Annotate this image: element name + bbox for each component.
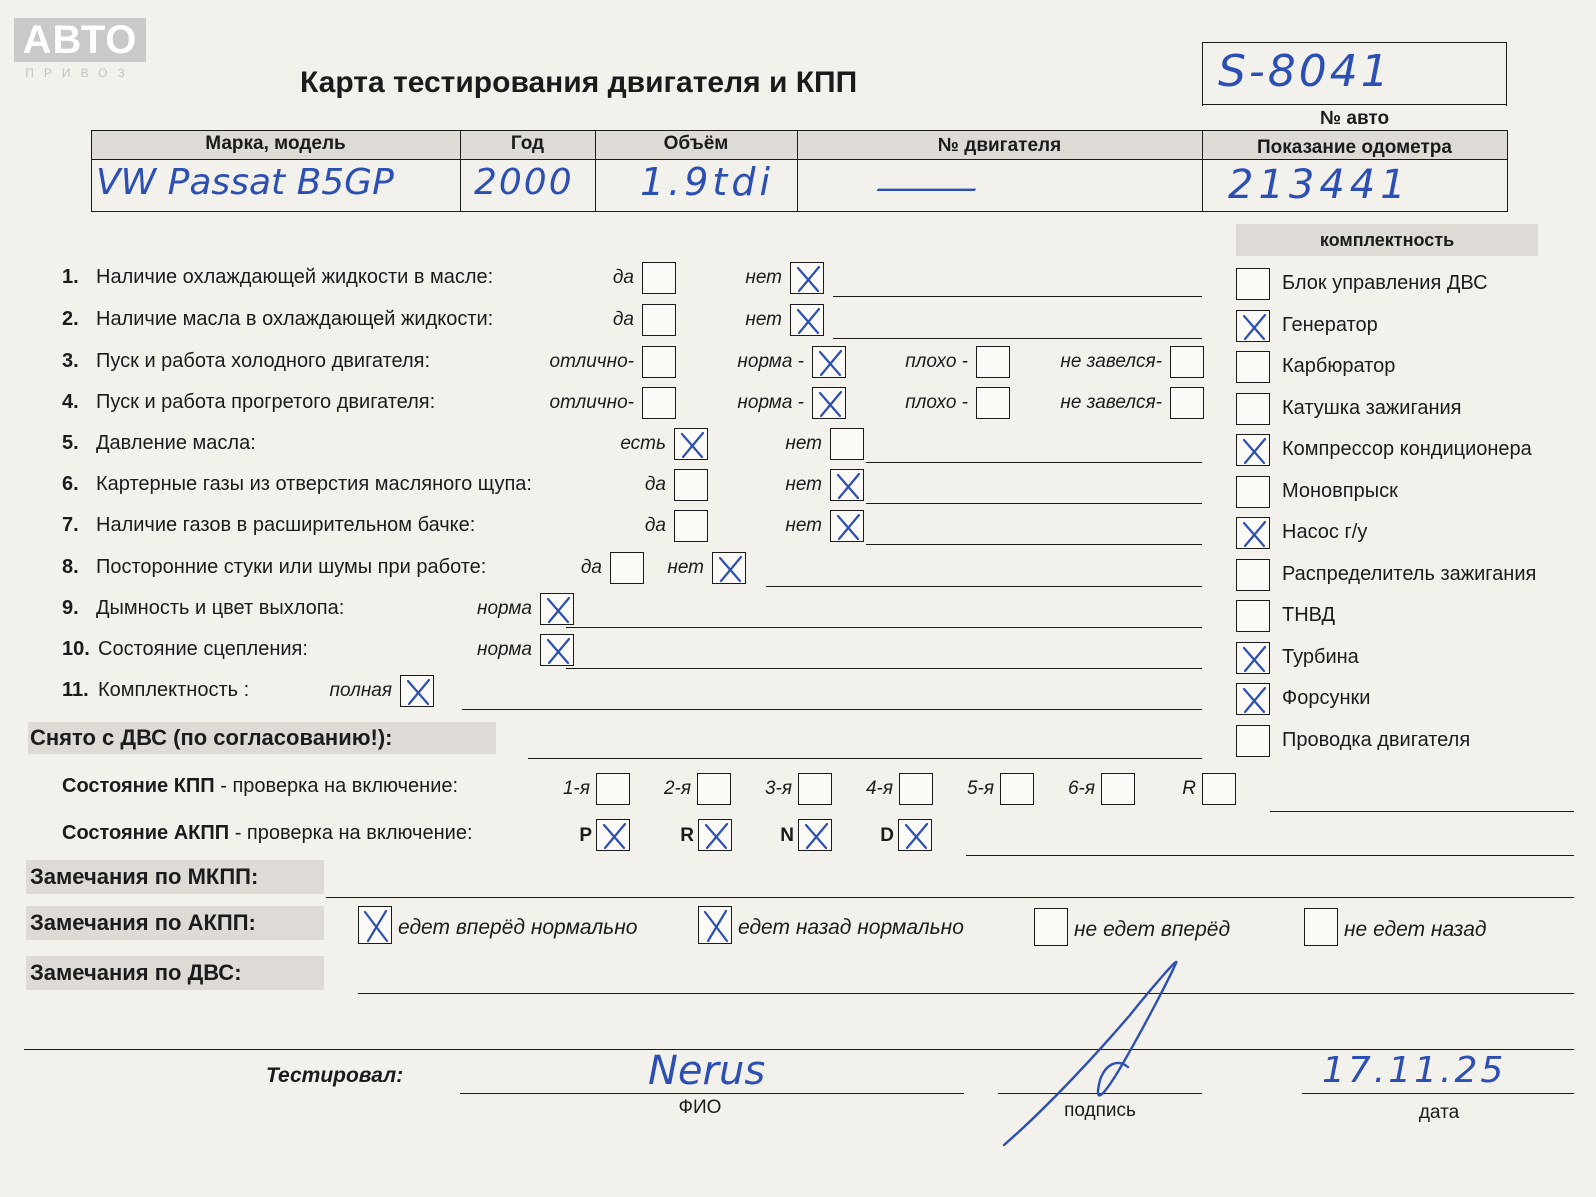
akpp-gear-checkbox-3[interactable] xyxy=(798,819,832,851)
akpp-remark-label: едет назад нормально xyxy=(738,916,964,939)
akpp-gear-checkbox-1[interactable] xyxy=(596,819,630,851)
akpp-remark-label: не едет вперёд xyxy=(1074,918,1231,941)
answer-line xyxy=(866,462,1202,463)
question-11-checkbox-1[interactable] xyxy=(400,675,434,707)
gear-label: N xyxy=(780,825,794,846)
question-1-checkbox-2[interactable] xyxy=(790,262,824,294)
akpp-label: Состояние АКПП - проверка на включение: xyxy=(62,822,473,844)
name-caption: ФИО xyxy=(678,1097,722,1118)
x-mark-icon xyxy=(1237,518,1271,550)
question-text: Наличие масла в охлаждающей жидкости: xyxy=(96,308,494,330)
option-label: нет xyxy=(667,557,704,578)
option-label: норма - xyxy=(737,392,804,413)
completeness-checkbox-12[interactable] xyxy=(1236,725,1270,757)
volume-header: Объём xyxy=(663,133,729,154)
completeness-item-label: Карбюратор xyxy=(1282,355,1396,377)
completeness-item-label: ТНВД xyxy=(1282,604,1336,626)
gear-label: 6-я xyxy=(1067,778,1095,799)
option-label: да xyxy=(644,474,666,495)
gear-label: 1-я xyxy=(562,778,590,799)
option-label: да xyxy=(612,309,634,330)
x-mark-icon xyxy=(899,820,933,852)
completeness-item-label: Распределитель зажигания xyxy=(1282,562,1537,585)
completeness-item-label: Блок управления ДВС xyxy=(1282,272,1488,294)
question-3-checkbox-4[interactable] xyxy=(1170,346,1204,378)
x-mark-icon xyxy=(1237,684,1271,716)
question-text: Давление масла: xyxy=(96,432,256,454)
option-label: нет xyxy=(745,309,782,330)
completeness-checkbox-3[interactable] xyxy=(1236,351,1270,383)
question-10-checkbox-1[interactable] xyxy=(540,634,574,666)
completeness-item-label: Генератор xyxy=(1282,313,1378,336)
completeness-checkbox-8[interactable] xyxy=(1236,559,1270,591)
x-mark-icon xyxy=(699,820,733,852)
completeness-item-label: Катушка зажигания xyxy=(1282,396,1462,419)
question-number: 2. xyxy=(62,308,79,330)
auto-number-value: S-8041 xyxy=(1218,46,1392,97)
option-label: да xyxy=(612,267,634,288)
gear-label: D xyxy=(880,825,894,846)
date-value: 17.11.25 xyxy=(1322,1050,1507,1091)
option-label: не завелся- xyxy=(1060,392,1162,413)
answer-line xyxy=(462,709,1202,710)
akpp-gear-checkbox-2[interactable] xyxy=(698,819,732,851)
akpp-remark-checkbox-2[interactable] xyxy=(698,906,732,944)
option-label: да xyxy=(644,515,666,536)
completeness-checkbox-6[interactable] xyxy=(1236,476,1270,508)
x-mark-icon xyxy=(799,820,833,852)
engine-number-header: № двигателя xyxy=(937,135,1062,156)
tester-name: Nerus xyxy=(648,1048,766,1094)
question-4-checkbox-3[interactable] xyxy=(976,387,1010,419)
akpp-remark-label: едет вперёд нормально xyxy=(398,916,638,939)
x-mark-icon xyxy=(713,553,747,585)
question-text: Картерные газы из отверстия масляного щупа: xyxy=(96,473,532,495)
option-label: плохо - xyxy=(905,351,968,372)
odometer-header: Показание одометра xyxy=(1257,137,1452,158)
kpp-gear-checkbox-6[interactable] xyxy=(1101,773,1135,805)
question-number: 11. xyxy=(62,679,89,701)
completeness-checkbox-9[interactable] xyxy=(1236,600,1270,632)
year-value: 2000 xyxy=(474,162,574,203)
x-mark-icon xyxy=(791,263,825,295)
option-label: нет xyxy=(785,474,822,495)
removed-label: Снято с ДВС (по согласованию!): xyxy=(30,725,393,750)
kpp-gear-checkbox-7[interactable] xyxy=(1202,773,1236,805)
gear-label: 3-я xyxy=(764,778,792,799)
option-label: норма xyxy=(477,598,532,619)
x-mark-icon xyxy=(541,594,575,626)
completeness-item-label: Проводка двигателя xyxy=(1282,728,1471,751)
completeness-checkbox-2[interactable] xyxy=(1236,310,1270,342)
option-label: нет xyxy=(785,433,822,454)
question-number: 7. xyxy=(62,514,79,536)
x-mark-icon xyxy=(831,511,865,543)
question-text: Наличие охлаждающей жидкости в масле: xyxy=(96,266,494,288)
question-3-checkbox-3[interactable] xyxy=(976,346,1010,378)
kpp-gear-checkbox-1[interactable] xyxy=(596,773,630,805)
x-mark-icon xyxy=(1237,311,1271,343)
completeness-checkbox-7[interactable] xyxy=(1236,517,1270,549)
x-mark-icon xyxy=(791,305,825,337)
volume-value: 1.9tdi xyxy=(640,160,775,204)
dvs-remarks-label: Замечания по ДВС: xyxy=(30,960,242,985)
option-label: норма xyxy=(477,639,532,660)
kpp-gear-checkbox-5[interactable] xyxy=(1000,773,1034,805)
answer-line xyxy=(566,668,1202,669)
gear-label: 2-я xyxy=(663,778,691,799)
completeness-checkbox-11[interactable] xyxy=(1236,683,1270,715)
answer-line xyxy=(766,586,1202,587)
completeness-item-label: Компрессор кондиционера xyxy=(1282,438,1532,460)
gear-label: 5-я xyxy=(966,778,994,799)
answer-line xyxy=(866,503,1202,504)
x-mark-icon xyxy=(831,470,865,502)
x-mark-icon xyxy=(401,676,435,708)
brand-value: VW Passat B5GP xyxy=(96,162,394,203)
option-label: норма - xyxy=(737,351,804,372)
year-header: Год xyxy=(510,133,545,154)
option-label: полная xyxy=(329,680,392,701)
option-label: есть xyxy=(620,433,666,454)
question-5-checkbox-2[interactable] xyxy=(830,428,864,460)
question-number: 4. xyxy=(62,391,79,413)
brand-header: Марка, модель xyxy=(205,133,346,154)
mkpp-remarks-label: Замечания по МКПП: xyxy=(30,864,259,889)
question-text: Наличие газов в расширительном бачке: xyxy=(96,514,476,536)
completeness-item-label: Форсунки xyxy=(1282,687,1371,709)
option-label: нет xyxy=(785,515,822,536)
akpp-remark-checkbox-4[interactable] xyxy=(1304,908,1338,946)
question-4-checkbox-4[interactable] xyxy=(1170,387,1204,419)
completeness-item-label: Моновпрыск xyxy=(1282,479,1398,502)
question-number: 9. xyxy=(62,597,79,619)
option-label: плохо - xyxy=(905,392,968,413)
page-title: Карта тестирования двигателя и КПП xyxy=(300,66,858,99)
question-8-checkbox-2[interactable] xyxy=(712,552,746,584)
akpp-remarks-label: Замечания по АКПП: xyxy=(30,910,256,935)
logo: АВТО xyxy=(14,18,146,62)
question-text: Пуск и работа холодного двигателя: xyxy=(96,350,431,372)
akpp-remark-checkbox-3[interactable] xyxy=(1034,908,1068,946)
odometer-value: 213441 xyxy=(1228,162,1411,208)
x-mark-icon xyxy=(597,820,631,852)
x-mark-icon xyxy=(359,907,393,945)
completeness-checkbox-4[interactable] xyxy=(1236,393,1270,425)
kpp-gear-checkbox-4[interactable] xyxy=(899,773,933,805)
completeness-title: комплектность xyxy=(1319,230,1455,250)
answer-line xyxy=(866,544,1202,545)
signature-caption: подпись xyxy=(1064,1100,1136,1121)
question-number: 3. xyxy=(62,350,79,372)
question-number: 6. xyxy=(62,473,79,495)
gear-label: 4-я xyxy=(865,778,893,799)
option-label: отлично- xyxy=(549,351,634,372)
date-caption: дата xyxy=(1418,1102,1460,1123)
question-number: 1. xyxy=(62,266,79,288)
completeness-item-label: Насос г/у xyxy=(1282,521,1368,543)
question-9-checkbox-1[interactable] xyxy=(540,593,574,625)
question-text: Дымность и цвет выхлопа: xyxy=(96,597,345,619)
tested-label: Тестировал: xyxy=(266,1064,404,1087)
gear-label: R xyxy=(680,825,694,846)
logo-subtitle: ПРИВОЗ xyxy=(25,66,135,80)
question-2-checkbox-2[interactable] xyxy=(790,304,824,336)
question-number: 10. xyxy=(62,638,90,660)
question-text: Состояние сцепления: xyxy=(98,638,308,660)
kpp-gear-checkbox-2[interactable] xyxy=(697,773,731,805)
answer-line xyxy=(833,296,1202,297)
signature xyxy=(990,955,1210,1155)
question-text: Пуск и работа прогретого двигателя: xyxy=(96,391,436,413)
completeness-checkbox-1[interactable] xyxy=(1236,268,1270,300)
option-label: отлично- xyxy=(549,392,634,413)
akpp-remark-label: не едет назад xyxy=(1344,918,1487,941)
kpp-gear-checkbox-3[interactable] xyxy=(798,773,832,805)
question-number: 5. xyxy=(62,432,79,454)
completeness-checkbox-10[interactable] xyxy=(1236,642,1270,674)
completeness-checkbox-5[interactable] xyxy=(1236,434,1270,466)
question-6-checkbox-2[interactable] xyxy=(830,469,864,501)
x-mark-icon xyxy=(541,635,575,667)
completeness-item-label: Турбина xyxy=(1282,645,1359,668)
gear-label: P xyxy=(579,825,592,846)
answer-line xyxy=(566,627,1202,628)
answer-line xyxy=(833,338,1202,339)
akpp-gear-checkbox-4[interactable] xyxy=(898,819,932,851)
option-label: не завелся- xyxy=(1060,351,1162,372)
question-number: 8. xyxy=(62,556,79,578)
x-mark-icon xyxy=(699,907,733,945)
kpp-label: Состояние КПП - проверка на включение: xyxy=(62,775,459,797)
question-text: Посторонние стуки или шумы при работе: xyxy=(96,556,487,578)
option-label: нет xyxy=(745,267,782,288)
question-text: Комплектность : xyxy=(98,679,250,701)
question-7-checkbox-2[interactable] xyxy=(830,510,864,542)
auto-number-label: № авто xyxy=(1319,108,1390,129)
akpp-remark-checkbox-1[interactable] xyxy=(358,906,392,944)
gear-label: R xyxy=(1182,778,1196,799)
engine-number-value: — xyxy=(872,168,981,208)
x-mark-icon xyxy=(1237,643,1271,675)
option-label: да xyxy=(580,557,602,578)
x-mark-icon xyxy=(1237,435,1271,467)
